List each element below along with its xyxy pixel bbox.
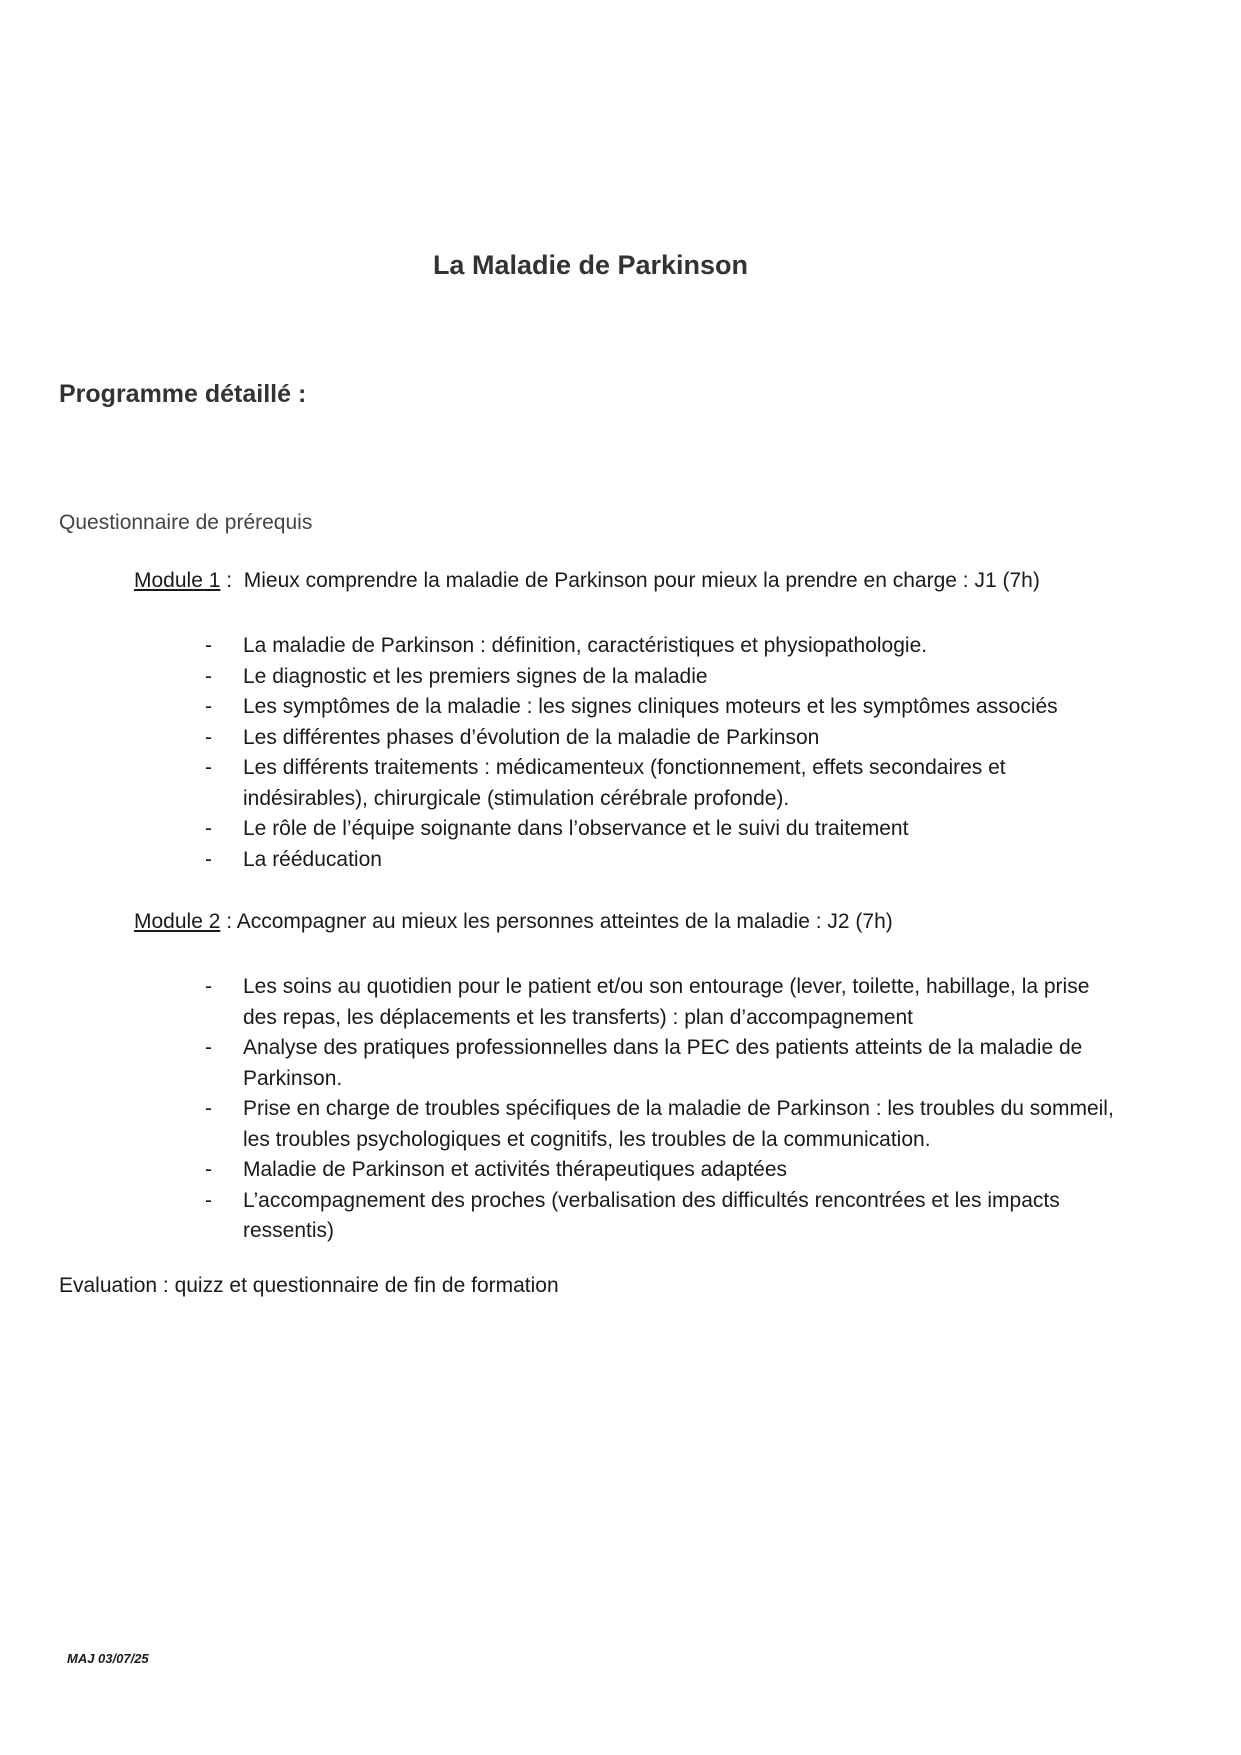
list-item: [205, 845, 1125, 876]
list-item-text: Analyse des pratiques professionnelles dans la PEC des patients atteints de la maladie de Parkinson.: [243, 1036, 1083, 1090]
list-item: [205, 1155, 1125, 1186]
list-item: [205, 1033, 1125, 1094]
bullet-dash: -: [205, 695, 212, 718]
list-item-text: L’accompagnement des proches (verbalisation des difficultés rencontrées et les impacts ressentis): [243, 1188, 1060, 1242]
list-item-text: Maladie de Parkinson et activités thérapeutiques adaptées: [243, 1158, 788, 1181]
list-item: [205, 662, 1125, 693]
module-2-heading-text: : Accompagner au mieux les personnes atteintes de la maladie : J2 (7h): [220, 910, 893, 933]
module-2-list: [205, 972, 1125, 1247]
list-item: [205, 723, 1125, 754]
module-1-name: Module 1: [134, 569, 221, 592]
module-1-list: [205, 631, 1125, 875]
bullet-dash: -: [205, 1158, 212, 1181]
module-2-name: Module 2: [134, 910, 221, 933]
list-item: [205, 631, 1125, 662]
list-item: [205, 972, 1125, 1033]
bullet-dash: -: [205, 664, 212, 688]
bullet-dash: -: [205, 817, 212, 840]
bullet-dash: -: [205, 1036, 212, 1059]
bullet-dash: -: [205, 634, 212, 657]
list-item-text: Les soins au quotidien pour le patient et/ou son entourage (lever, toilette, habillage, la prise des repas, les déplacements et les transferts) : plan d’accompagnement: [243, 975, 1090, 1029]
list-item-text: Les différents traitements : médicamenteux (fonctionnement, effets secondaires et indésirables), chirurgicale (stimulation cérébrale profonde).: [243, 756, 1006, 810]
bullet-dash: -: [205, 1188, 212, 1212]
list-item-text: Les symptômes de la maladie : les signes cliniques moteurs et les symptômes associés: [243, 695, 1058, 718]
section-title: Programme détaillé :: [59, 380, 307, 408]
footer-update-date: MAJ 03/07/25: [67, 1651, 149, 1666]
list-item-text: La maladie de Parkinson : définition, caractéristiques et physiopathologie.: [243, 634, 928, 657]
bullet-dash: -: [205, 725, 212, 749]
bullet-dash: -: [205, 1097, 212, 1120]
list-item-text: La rééducation: [243, 847, 382, 871]
document-title: La Maladie de Parkinson: [432, 250, 749, 280]
list-item-text: Le rôle de l’équipe soignante dans l’observance et le suivi du traitement: [243, 817, 909, 840]
list-item: [205, 692, 1125, 723]
bullet-dash: -: [205, 975, 212, 998]
list-item: [205, 1186, 1125, 1247]
list-item-text: Prise en charge de troubles spécifiques de la maladie de Parkinson : les troubles du sommeil, les troubles psychologiques et cognitifs, les troubles de la communication.: [243, 1097, 1114, 1151]
prerequisite-line: Questionnaire de prérequis: [59, 511, 313, 534]
module-1-heading-text: : Mieux comprendre la maladie de Parkinson pour mieux la prendre en charge : J1 (7h): [220, 569, 1040, 592]
bullet-dash: -: [205, 756, 212, 779]
list-item: [205, 814, 1125, 845]
bullet-dash: -: [205, 847, 212, 871]
list-item: [205, 753, 1125, 814]
module-2-heading: [134, 910, 893, 934]
list-item-text: Les différentes phases d’évolution de la maladie de Parkinson: [243, 725, 820, 749]
module-1-heading: [134, 569, 1040, 593]
list-item: [205, 1094, 1125, 1155]
list-item-text: Le diagnostic et les premiers signes de la maladie: [243, 664, 708, 688]
evaluation-line: Evaluation : quizz et questionnaire de fin de formation: [59, 1274, 559, 1297]
